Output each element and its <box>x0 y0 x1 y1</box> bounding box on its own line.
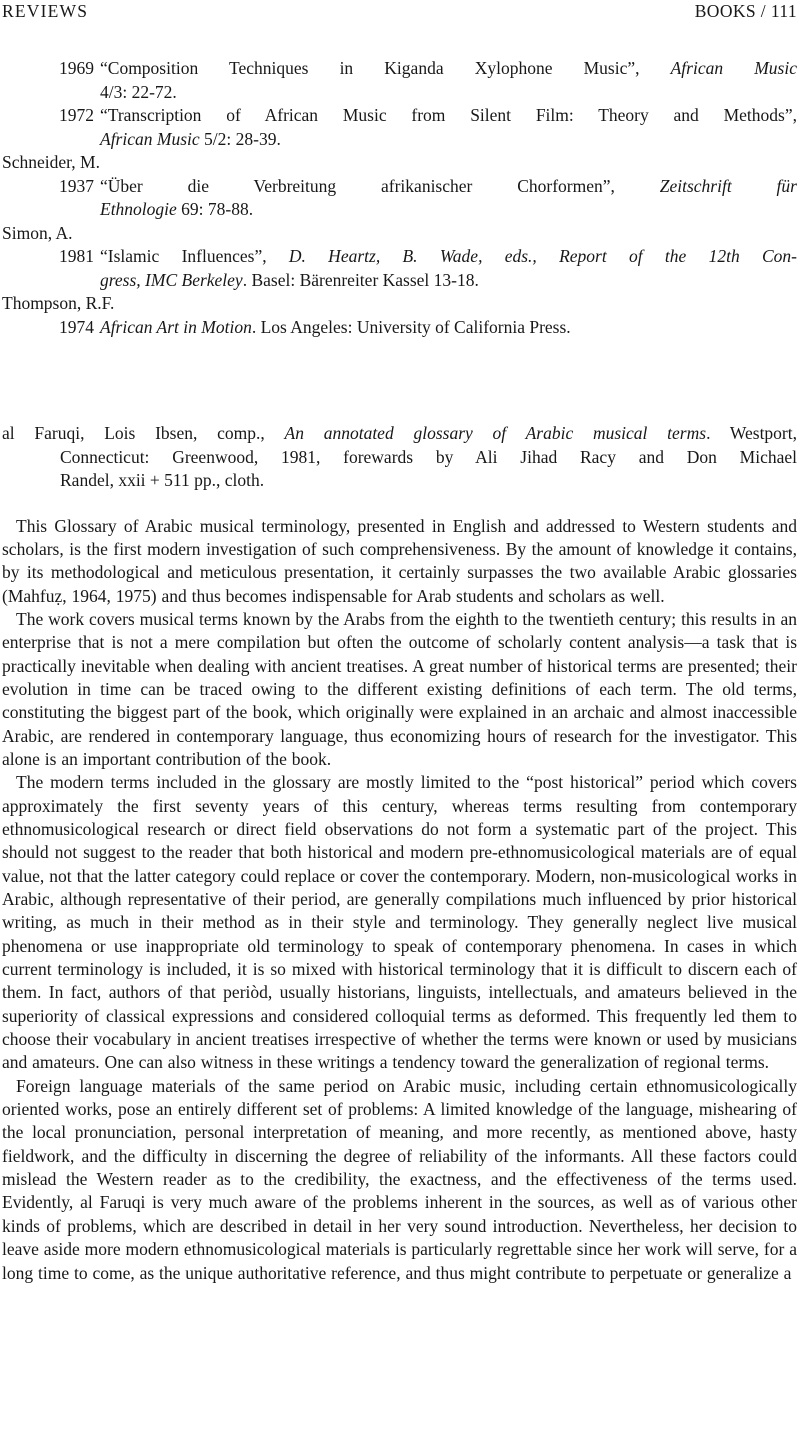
bibliography-entry-line <box>100 175 797 199</box>
review-paragraph: The modern terms included in the glossary are mostly limited to the “post historical” period which covers approximately the first seventy years of this century, whereas terms resulting from contemporary ethnomusicological research or direct field observations do not form a systematic part of the project. This should not suggest to the reader that both historical and modern pre-ethnomusicological materials are of equal value, not that the latter category could replace or cover the contemporary. Modern, non-musicological works in Arabic, although representative of their period, are generally compilations much influenced by prior historical writing, as much in their method as in their style and terminology. They generally neglect live musical phenomena or use inappropriate old terminology to speak of contemporary phenomena. In cases in which current terminology is included, it is so mixed with historical terminology that it is difficult to discern each of them. In fact, authors of that periòd, usually historians, linguists, intellectuals, and amateurs believed in the superiority of classical expressions and considered colloquial terms as deformed. This frequently led them to choose their vocabulary in ancient treatises irrespective of whether the terms were known or used by musicians and amateurs. One can also witness in these writings a tendency toward the generalization of regional terms. <box>2 772 797 1073</box>
review-paragraph: This Glossary of Arabic musical terminology, presented in English and addressed to Western students and scholars, is the first modern investigation of such comprehensiveness. By the amount of knowledge it contains, by its methodological and meticulous presentation, it certainly surpasses the two available Arabic glossaries (Mahfuẓ, 1964, 1975) and thus becomes indispensable for Arab students and scholars as well. <box>2 515 797 606</box>
section-title: REVIEWS <box>2 1 89 21</box>
italic-text-segment: D. Heartz, B. Wade, eds., Report of the 12th Con- <box>288 246 797 266</box>
page-number-label: BOOKS / 111 <box>694 1 797 21</box>
text-segment: al Faruqi, Lois Ibsen, comp., <box>2 423 285 443</box>
bibliography-entry <box>2 104 797 151</box>
text-segment: “Islamic Influences”, <box>100 246 289 266</box>
bibliography-entry-line <box>100 81 797 105</box>
text-segment: “Transcription of African Music from Silent Film: Theory and Methods”, <box>100 105 797 125</box>
bibliography-entry-line <box>100 128 797 152</box>
text-segment: 5/2: 28-39. <box>199 128 281 149</box>
bibliography-year: 1981 <box>59 246 94 266</box>
bibliography-entry-line <box>100 57 797 81</box>
bibliography-list <box>2 57 797 339</box>
text-segment: Randel, xxii + 511 pp., cloth. <box>60 470 265 490</box>
review-paragraph: The work covers musical terms known by the Arabs from the eighth to the twentieth century; this results in an enterprise that is not a mere compilation but often the outcome of scholarly content analysis—a task that is practically inevitable when dealing with ancient treatises. A great number of historical terms are presented; their evolution in time can be traced owing to the different existing definitions of each term. The old terms, constituting the biggest part of the book, which originally were explained in an archaic and almost inaccessible Arabic, are rendered in contemporary language, thus economizing hours of research for the investigator. This alone is an important contribution of the book. <box>2 608 797 769</box>
bibliography-author: Thompson, R.F. <box>2 293 115 313</box>
book-citation-line <box>2 422 797 446</box>
italic-text-segment: African Art in Motion <box>100 316 252 337</box>
bibliography-entry-line <box>100 245 797 269</box>
book-citation <box>2 422 797 493</box>
italic-text-segment: Ethnologie <box>100 199 177 219</box>
text-segment: . Basel: Bärenreiter Kassel 13-18. <box>242 269 479 290</box>
bibliography-entry-line <box>100 104 797 128</box>
text-segment: . Los Angeles: University of California Press. <box>251 316 571 337</box>
bibliography-entry-line <box>100 316 797 340</box>
review-paragraph: Foreign language materials of the same period on Arabic music, including certain ethnomusicologically oriented works, pose an entirely different set of problems: A limited knowledge of the language, mishearing of the local pronunciation, personal interpretation of meaning, and more recently, as mentioned above, hasty fieldwork, and the difficulty in discerning the degree of reliability of the informants. All these factors could mislead the Western reader as to the credibility, the exactness, and the effectiveness of the terms used. Evidently, al Faruqi is very much aware of the problems inherent in the sources, as well as of various other kinds of problems, which are described in detail in her very sound introduction. Nevertheless, her decision to leave aside more modern ethnomusicological materials is particularly regrettable since her work will serve, for a long time to come, as the unique authoritative reference, and thus might contribute to perpetuate or generalize a <box>2 1075 797 1283</box>
bibliography-year: 1969 <box>59 58 94 78</box>
bibliography-entry-line <box>100 269 797 293</box>
bibliography-author: Schneider, M. <box>2 152 100 172</box>
bibliography-year: 1937 <box>59 175 94 196</box>
text-segment: 69: 78-88. <box>176 199 254 219</box>
review-body <box>2 515 797 1285</box>
text-segment: Connecticut: Greenwood, 1981, forewards by Ali Jihad Racy and Don Michael <box>60 446 797 467</box>
text-segment: “Composition Techniques in Kiganda Xylophone Music”, <box>100 58 671 78</box>
text-segment: . Westport, <box>706 423 797 443</box>
bibliography-year: 1974 <box>59 316 94 337</box>
bibliography-year: 1972 <box>59 105 94 125</box>
bibliography-entry <box>2 316 797 340</box>
bibliography-entry-line <box>100 198 797 222</box>
book-citation-line <box>2 469 797 493</box>
bibliography-author: Simon, A. <box>2 222 73 243</box>
italic-text-segment: Zeitschrift für <box>659 175 797 196</box>
book-citation-line <box>2 446 797 470</box>
italic-text-segment: gress, IMC Berkeley <box>100 269 243 290</box>
italic-text-segment: An annotated glossary of Arabic musical terms <box>284 423 707 443</box>
bibliography-entry <box>2 245 797 292</box>
bibliography-entry <box>2 175 797 222</box>
italic-text-segment: African Music <box>100 128 200 149</box>
running-head <box>2 2 797 21</box>
italic-text-segment: African Music <box>670 58 797 78</box>
text-segment: “Über die Verbreitung afrikanischer Chorformen”, <box>100 175 660 196</box>
bibliography-entry <box>2 57 797 104</box>
text-segment: 4/3: 22-72. <box>100 81 177 102</box>
